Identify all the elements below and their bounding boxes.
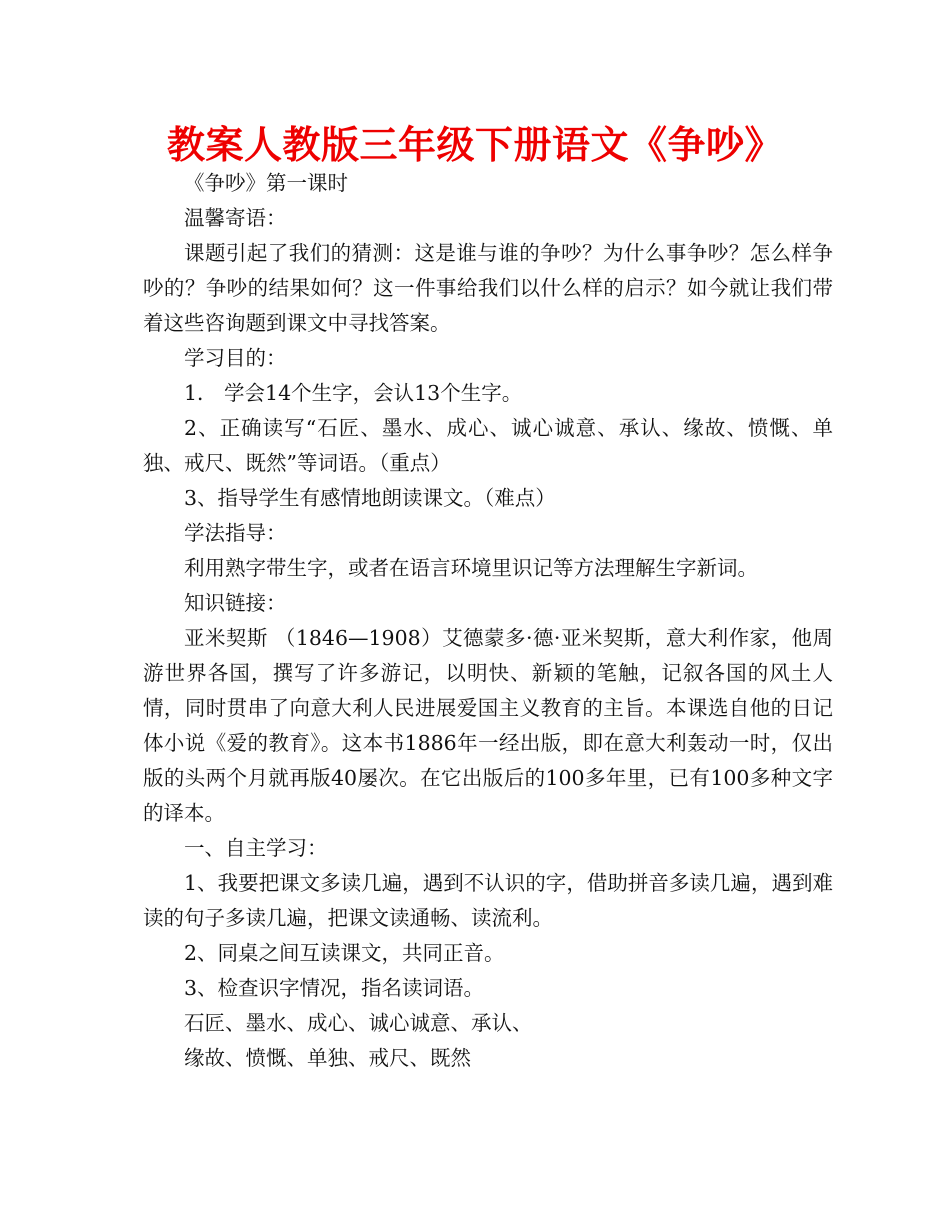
section-heading-objectives: 学习目的： — [184, 346, 287, 370]
lesson-subtitle: 《争吵》第一课时 — [184, 171, 348, 195]
objective-item-1: 1． 学会14个生字，会认13个生字。 — [184, 381, 523, 405]
method-paragraph: 利用熟字带生字，或者在语言环境里识记等方法理解生字新词。 — [184, 556, 758, 580]
knowledge-paragraph: 亚米契斯 （1846—1908）艾德蒙多·德·亚米契斯，意大利作家，他周游世界各国，撰写了许多游记，以明快、新颖的笔触，记叙各国的风土人情，同时贯串了向意大利人民进展爱国主义教育的主旨。本课选自他的日记体小说《爱的教育》。这本书1886年一经出版，即在意大利轰动一时，仅出版的头两个月就再版40屡次。在它出版后的100多年里，已有100多种文字的译本。 — [143, 626, 833, 825]
section-heading-self-study: 一、自主学习： — [184, 836, 328, 860]
self-study-item-1: 1、我要把课文多读几遍，遇到不认识的字，借助拼音多读几遍，遇到难读的句子多读几遍，把课文读通畅、读流利。 — [143, 871, 833, 930]
self-study-item-3: 3、检查识字情况，指名读词语。 — [184, 976, 485, 1000]
objective-item-3: 3、指导学生有感情地朗读课文。（难点） — [184, 486, 556, 510]
document-body — [143, 166, 833, 1076]
section-heading-knowledge: 知识链接： — [184, 591, 287, 615]
objective-item-2: 2、正确读写“石匠、墨水、成心、诚心诚意、承认、缘故、愤慨、单独、戒尺、既然”等词语。（重点） — [143, 416, 833, 475]
section-heading-method: 学法指导： — [184, 521, 287, 545]
greeting-paragraph: 课题引起了我们的猜测：这是谁与谁的争吵？为什么事争吵？怎么样争吵的？争吵的结果如何？这一件事给我们以什么样的启示？如今就让我们带着这些咨询题到课文中寻找答案。 — [143, 241, 833, 335]
vocab-line-2: 缘故、愤慨、单独、戒尺、既然 — [184, 1046, 471, 1070]
section-heading-greeting: 温馨寄语： — [184, 206, 287, 230]
document-title: 教案人教版三年级下册语文《争吵》 — [166, 123, 783, 167]
self-study-item-2: 2、同桌之间互读课文，共同正音。 — [184, 941, 505, 965]
vocab-line-1: 石匠、墨水、成心、诚心诚意、承认、 — [184, 1011, 533, 1035]
